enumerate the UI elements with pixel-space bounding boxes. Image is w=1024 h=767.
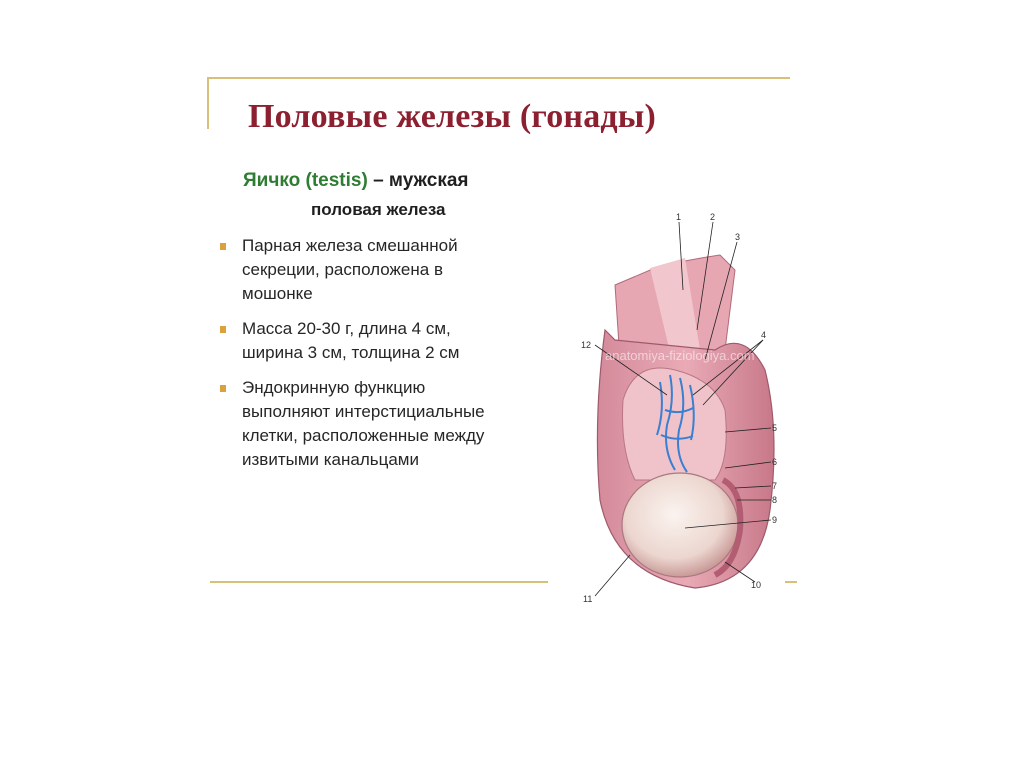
figure-label: 4 [761,330,767,340]
bullet-line: выполняют интерстициальные [242,402,485,421]
figure-label: 10 [751,580,762,590]
figure-label: 5 [772,423,778,433]
figure-label: 11 [583,594,593,604]
bullet-line: извитыми канальцами [242,450,419,469]
subtitle [243,170,469,192]
bullet-item [218,234,485,306]
slide-title: Половые железы (гонады) [248,98,657,135]
bullet-item [218,317,485,365]
testis-anatomy-illustration [575,210,795,605]
top-rule [207,77,790,79]
figure-label: 3 [735,232,741,242]
bullet-line: мошонке [242,284,313,303]
figure-label: 9 [772,515,778,525]
bullet-line: клетки, расположенные между [242,426,485,445]
subtitle-term: Яичко (testis) [243,170,368,191]
figure-label: 1 [676,212,682,222]
figure-label: 8 [772,495,778,505]
subtitle-line2: половая железа [311,200,446,219]
watermark: anatomiya-fiziologiya.com [605,348,755,363]
bullet-marker-icon [220,243,226,250]
subtitle-rest: – мужская [367,170,469,191]
bullet-marker-icon [220,385,226,392]
figure-label: 2 [710,212,716,222]
figure-label: 7 [772,481,778,491]
figure-label: 6 [772,457,778,467]
bullet-item [218,376,485,472]
bullet-line: Эндокринную функцию [242,378,426,397]
bullet-line: Парная железа смешанной [242,236,458,255]
bullet-list [218,234,485,483]
bullet-line: секреции, расположена в [242,260,443,279]
bullet-line: ширина 3 см, толщина 2 см [242,343,460,362]
bottom-rule [210,581,548,583]
bullet-marker-icon [220,326,226,333]
left-rule [207,77,209,129]
figure-label: 12 [581,340,592,350]
bullet-line: Масса 20-30 г, длина 4 см, [242,319,451,338]
